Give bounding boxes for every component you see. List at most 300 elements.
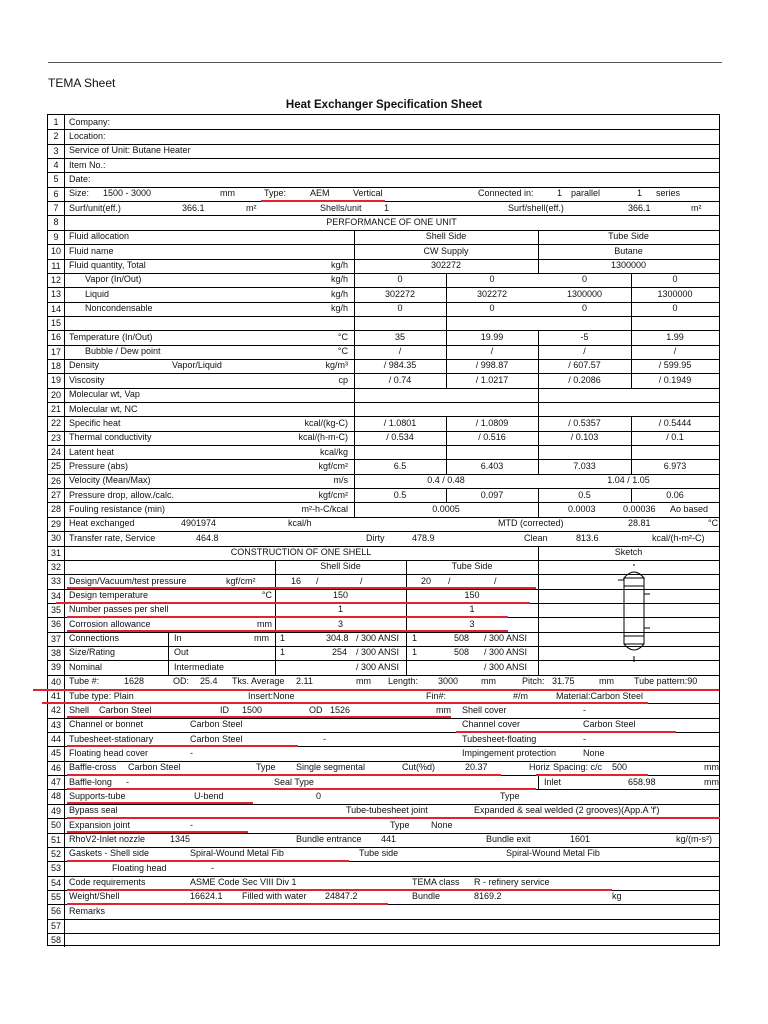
cell-text: 20 <box>421 575 432 586</box>
cell-text: 20.37 <box>465 762 488 773</box>
cell-text: Fin#: <box>426 690 447 701</box>
row-divider <box>48 129 719 130</box>
cell-text: kcal/h <box>288 518 312 529</box>
cell-text: Intermediate <box>174 661 225 672</box>
cell-text: Noncondensable <box>85 303 153 314</box>
cell-text: Weight/Shell <box>69 891 120 902</box>
cell-text: OD: <box>173 676 190 687</box>
cell-text: Vapor/Liquid <box>172 360 222 371</box>
row-number: 48 <box>50 791 61 802</box>
cell-text: mm <box>704 762 719 773</box>
highlight-underline <box>67 817 720 819</box>
cell-text: Bundle exit <box>486 834 531 844</box>
unit-label: kg/h <box>330 288 348 299</box>
cell-text: Specific heat <box>69 417 121 428</box>
cell-text: - <box>583 733 586 744</box>
cell-text: Filled with water <box>242 891 307 902</box>
cell-text: 1500 - 3000 <box>103 188 152 199</box>
cell-text: 1 <box>412 633 418 644</box>
cell-text: 0.00036 <box>623 503 656 514</box>
row-number: 34 <box>50 590 61 601</box>
cell-text: - <box>211 862 214 873</box>
cell-text: Bypass seal <box>69 805 118 816</box>
cell-text: Dirty <box>366 532 385 543</box>
cell-text: OD <box>309 704 323 715</box>
cell-text: Tube Side <box>608 231 649 242</box>
value-cell: 0 <box>397 303 403 314</box>
cell-text: kg/h <box>330 260 348 270</box>
row-number: 20 <box>50 389 61 400</box>
cell-text: Size: <box>69 188 90 199</box>
cell-text: 1628 <box>124 676 145 687</box>
unit-label: °C <box>337 331 348 342</box>
highlight-underline <box>67 716 451 718</box>
cell-text: Clean <box>524 532 548 543</box>
cell-text: 1 <box>469 604 475 615</box>
cell-text: Bundle <box>412 891 441 902</box>
row-number: 15 <box>50 317 61 328</box>
unit-label <box>248 402 348 416</box>
cell-text: Surf/unit(eff.) <box>69 202 121 213</box>
value-cell: / 1.0801 <box>383 417 417 428</box>
cell-text: Connections <box>69 633 120 644</box>
cell-text: Size/Rating <box>69 647 116 658</box>
value-cell: / 0.534 <box>386 432 414 443</box>
value-cell <box>538 387 631 401</box>
row-number: 17 <box>50 346 61 357</box>
cell-text: Carbon Steel <box>190 719 243 730</box>
cell-text: / 300 ANSI <box>356 661 400 672</box>
cell-text: Connected in: <box>478 188 534 199</box>
unit-label: kcal/(h-m-C) <box>298 432 348 443</box>
cell-text: 304.8 <box>326 633 349 644</box>
cell-text: Latent heat <box>69 446 115 457</box>
value-cell: 6.973 <box>663 460 687 471</box>
row-number: 29 <box>50 518 61 529</box>
highlight-underline <box>67 587 536 589</box>
value-cell: / 0.5357 <box>568 417 601 428</box>
cell-text: 1 <box>384 202 390 213</box>
row-number: 46 <box>50 762 61 773</box>
cell-text: ID <box>220 704 229 715</box>
cell-text: - <box>583 704 586 715</box>
cell-text: 813.6 <box>576 532 599 543</box>
row-number: 44 <box>50 734 61 745</box>
value-cell: 6.5 <box>393 460 407 471</box>
cell-text: Type: <box>264 188 287 199</box>
highlight-underline <box>67 616 508 618</box>
highlight-underline <box>67 745 298 747</box>
cell-text: Single segmental <box>296 762 366 773</box>
row-number: 33 <box>50 576 61 587</box>
cell-text: 16624.1 <box>190 891 223 902</box>
value-cell: 35 <box>394 331 405 342</box>
cell-text: Fluid name <box>69 245 114 256</box>
cell-text: series <box>656 188 681 199</box>
cell-text: Fouling resistance (min) <box>69 503 166 514</box>
cell-text: 31.75 <box>552 676 575 687</box>
unit-label: kg/h <box>330 303 348 314</box>
highlight-underline <box>33 689 719 691</box>
cell-text: Tube Side <box>451 561 493 572</box>
unit-label: kgf/cm² <box>318 460 348 471</box>
cell-text: kg <box>612 891 622 902</box>
row-number: 10 <box>50 246 61 257</box>
cell-text: TEMA class <box>412 877 460 888</box>
cell-text: Impingement protection <box>462 747 557 758</box>
value-cell <box>631 387 719 401</box>
cell-text: Date: <box>69 173 91 184</box>
cell-text: mm <box>436 704 451 715</box>
cell-text: - <box>126 776 129 787</box>
value-cell <box>354 387 446 401</box>
cell-text: None <box>431 819 453 830</box>
value-cell: / 0.103 <box>570 432 599 443</box>
cell-text: m² <box>691 202 702 213</box>
value-cell: / 1.0809 <box>475 417 509 428</box>
cell-text: Ao based <box>670 503 709 514</box>
value-cell <box>631 445 719 459</box>
cell-text: AEM <box>310 188 330 199</box>
cell-text: 464.8 <box>196 532 219 543</box>
row-number: 21 <box>50 404 61 414</box>
value-cell <box>354 445 446 459</box>
row-number: 49 <box>50 805 61 816</box>
row-divider <box>48 316 719 317</box>
value-cell: / 998.87 <box>475 360 509 371</box>
row-number: 45 <box>50 748 61 759</box>
row-number: 27 <box>50 490 61 501</box>
row-number: 24 <box>50 447 61 458</box>
cell-text: mm <box>704 776 719 787</box>
cell-text: Inlet <box>544 776 562 787</box>
cell-text: R - refinery service <box>474 877 550 888</box>
highlight-underline <box>67 831 248 833</box>
cell-text: Expanded & seal welded (2 grooves)(App.A 'f') <box>474 805 660 816</box>
value-cell: 0.097 <box>480 489 504 500</box>
cell-text: 16 <box>291 575 302 586</box>
row-number: 42 <box>50 705 61 716</box>
value-cell <box>354 402 446 416</box>
cell-text: / <box>494 575 497 586</box>
value-cell: 1300000 <box>657 288 693 299</box>
row-number: 28 <box>50 504 61 515</box>
cell-text: Thermal conductivity <box>69 432 152 443</box>
cell-text: / <box>360 575 363 586</box>
cell-text: Insert:None <box>248 690 295 701</box>
value-cell: 0 <box>672 303 678 314</box>
cell-text: Fluid allocation <box>69 231 130 242</box>
value-cell: / 984.35 <box>383 360 417 371</box>
row-number: 12 <box>50 274 61 285</box>
cell-text: Pitch: <box>522 676 545 687</box>
cell-text: Tubesheet-stationary <box>69 733 154 744</box>
cell-text: Tks. Average <box>232 676 285 687</box>
row-number: 6 <box>53 188 59 199</box>
cell-text: Spiral-Wound Metal Fib <box>190 848 284 859</box>
row-number: 25 <box>50 461 61 472</box>
row-number: 55 <box>50 891 61 902</box>
cell-text: / <box>448 575 451 586</box>
unit-label <box>248 387 348 401</box>
row-number: 36 <box>50 619 61 630</box>
row-number: 39 <box>50 662 61 673</box>
doc-title: Heat Exchanger Specification Sheet <box>285 99 483 111</box>
value-cell: 0 <box>489 303 495 314</box>
row-number: 41 <box>50 691 61 701</box>
cell-text: Density <box>69 360 100 371</box>
row-number: 22 <box>50 418 61 429</box>
cell-text: Baffle-long <box>69 776 112 787</box>
cell-text: Bubble / Dew point <box>85 346 161 357</box>
cell-text: 0.0005 <box>432 503 460 514</box>
value-cell: / 0.5444 <box>658 417 692 428</box>
cell-text: Tube #: <box>69 676 100 687</box>
cell-text: 0 <box>316 790 322 801</box>
value-cell: / 0.516 <box>478 432 506 443</box>
value-cell: 0 <box>581 303 587 314</box>
cell-text: / 300 ANSI <box>484 661 528 672</box>
highlight-underline <box>67 774 501 776</box>
value-cell: / <box>583 346 586 357</box>
row-number: 31 <box>50 547 61 558</box>
unit-label: m²-h-C/kcal <box>301 503 348 514</box>
value-cell: / 1.0217 <box>475 374 509 385</box>
cell-text: / 300 ANSI <box>484 633 528 644</box>
cell-text: Company: <box>69 116 111 127</box>
cell-text: Velocity (Mean/Max) <box>69 475 151 486</box>
value-cell: 7.033 <box>573 460 596 471</box>
cell-text: Spacing: c/c <box>553 762 603 773</box>
cell-text: Supports-tube <box>69 790 126 801</box>
value-cell: / <box>398 346 402 357</box>
cell-text: MTD (corrected) <box>498 518 564 529</box>
cell-text: Seal Type <box>274 776 314 787</box>
cell-text: m² <box>246 202 257 213</box>
row-number: 11 <box>51 260 61 271</box>
cell-text: Material:Carbon Steel <box>556 690 644 701</box>
cell-text: Cut(%d) <box>402 762 436 773</box>
cell-text: 1 <box>637 188 643 199</box>
row-number: 16 <box>50 332 61 343</box>
row-number: 3 <box>53 145 59 156</box>
row-number: 57 <box>50 920 61 931</box>
cell-text: 3 <box>337 618 343 629</box>
highlight-underline <box>67 860 349 862</box>
unit-label: kcal/(kg-C) <box>304 417 348 428</box>
cell-text: Pressure (abs) <box>69 460 129 471</box>
row-number: 2 <box>53 131 59 142</box>
value-cell: 6.403 <box>480 460 504 471</box>
row-number: 7 <box>53 203 59 214</box>
cell-text: 1 <box>557 188 563 199</box>
value-cell: -5 <box>580 331 589 342</box>
row-number: 30 <box>50 533 61 544</box>
cell-text: Type <box>500 790 520 801</box>
highlight-underline <box>67 788 536 790</box>
row-number: 23 <box>50 432 61 443</box>
row-number: 52 <box>50 848 61 859</box>
value-cell: / <box>673 346 677 357</box>
cell-text: mm <box>599 676 614 687</box>
cell-text: - <box>190 747 193 758</box>
row-number: 9 <box>53 231 59 242</box>
cell-text: 28.81 <box>628 518 651 529</box>
cell-text: kgf/cm² <box>226 575 256 586</box>
cell-text: Shell cover <box>462 704 507 715</box>
cell-text: Expansion joint <box>69 819 131 830</box>
cell-text: Gaskets - Shell side <box>69 848 150 859</box>
value-cell: 19.99 <box>480 331 504 342</box>
highlight-underline <box>67 903 388 905</box>
cell-text: #/m <box>513 690 529 701</box>
cell-text: Temperature (In/Out) <box>69 331 153 342</box>
cell-text: 3000 <box>438 676 459 687</box>
cell-text: 441 <box>381 834 397 844</box>
value-cell <box>631 402 719 416</box>
cell-text: / 300 ANSI <box>356 633 400 644</box>
value-cell: 1.99 <box>666 331 684 342</box>
cell-text: Floating head cover <box>69 747 149 758</box>
cell-text: CONSTRUCTION OF ONE SHELL <box>230 547 372 557</box>
cell-text: 0.4 / 0.48 <box>427 475 465 486</box>
unit-label: cp <box>338 374 348 385</box>
unit-label: kgf/cm² <box>318 489 348 500</box>
cell-text: °C <box>261 590 272 601</box>
value-cell <box>446 387 538 401</box>
value-cell: / 0.74 <box>388 374 412 385</box>
value-cell: / 0.1949 <box>658 374 692 385</box>
cell-text: 658.98 <box>628 776 656 787</box>
cell-text: In <box>174 633 182 644</box>
cell-text: Carbon Steel <box>583 719 636 730</box>
cell-text: Molecular wt, NC <box>69 403 138 414</box>
row-number: 4 <box>53 160 59 171</box>
row-number: 40 <box>50 676 61 687</box>
unit-label: °C <box>337 346 348 357</box>
cell-text: Heat exchanged <box>69 518 135 529</box>
cell-text: Design temperature <box>69 590 149 601</box>
cell-text: Liquid <box>85 288 110 299</box>
value-cell: 0.5 <box>578 489 591 500</box>
cell-text: Nominal <box>69 661 103 672</box>
row-divider <box>48 675 719 676</box>
row-divider <box>48 919 719 920</box>
cell-text: ASME Code Sec VIII Div 1 <box>190 877 297 888</box>
cell-text: Spiral-Wound Metal Fib <box>506 848 600 859</box>
cell-text: mm <box>481 676 496 687</box>
cell-text: Out <box>174 647 189 658</box>
value-cell: / <box>490 346 494 357</box>
value-cell: 0 <box>672 274 678 285</box>
cell-text: 1345 <box>170 834 191 844</box>
cell-text: 1.04 / 1.05 <box>607 475 650 486</box>
cell-text: 1500 <box>242 704 263 715</box>
value-cell: 0 <box>489 274 495 285</box>
cell-text: Service of Unit: Butane Heater <box>69 145 191 156</box>
cell-text: Channel or bonnet <box>69 719 144 730</box>
value-cell: 1300000 <box>566 288 603 299</box>
cell-text: Design/Vacuum/test pressure <box>69 575 187 586</box>
row-number: 56 <box>50 906 61 917</box>
cell-text: 2.11 <box>296 676 313 687</box>
value-cell <box>446 445 538 459</box>
row-number: 5 <box>53 174 59 185</box>
cell-text: Tube side <box>359 848 399 859</box>
column-divider <box>64 115 65 947</box>
row-number: 18 <box>50 360 61 371</box>
cell-text: Corrosion allowance <box>69 618 151 629</box>
cell-text: 4901974 <box>181 518 217 529</box>
cell-text: Viscosity <box>69 374 105 385</box>
cell-text: Horiz <box>529 762 551 773</box>
cell-text: 1526 <box>330 704 351 715</box>
highlight-underline <box>536 774 648 776</box>
cell-text: 24847.2 <box>325 891 358 902</box>
value-cell: / 607.57 <box>568 360 601 371</box>
cell-text: Fluid quantity, Total <box>69 260 146 270</box>
cell-text: Type <box>390 819 410 830</box>
highlight-underline <box>67 802 253 804</box>
cell-text: Tube pattern:90 <box>634 676 698 687</box>
row-number: 35 <box>50 604 61 615</box>
cell-text: / 300 ANSI <box>356 647 400 658</box>
cell-text: Bundle entrance <box>296 834 362 844</box>
cell-text: Item No.: <box>69 159 106 170</box>
row-number: 13 <box>50 289 61 300</box>
row-divider <box>48 158 719 159</box>
cell-text: 1601 <box>570 834 591 844</box>
column-divider <box>275 632 276 675</box>
cell-text: - <box>190 819 193 830</box>
cell-text: Remarks <box>69 905 106 916</box>
cell-text: PERFORMANCE OF ONE UNIT <box>326 216 457 227</box>
column-divider <box>538 546 539 675</box>
cell-text: 1 <box>280 633 286 644</box>
cell-text: - <box>323 733 326 744</box>
doc-label: TEMA Sheet <box>48 76 116 90</box>
cell-text: Carbon Steel <box>99 704 152 715</box>
top-rule <box>48 62 722 63</box>
row-number: 19 <box>50 375 61 386</box>
column-divider <box>538 775 539 789</box>
cell-text: Baffle-cross <box>69 762 117 773</box>
row-number: 51 <box>50 834 61 845</box>
row-number: 43 <box>50 719 61 730</box>
cell-text: Sketch <box>614 547 643 557</box>
cell-text: Shell Side <box>425 231 467 242</box>
cell-text: kg/(m-s²) <box>676 834 712 844</box>
row-number: 8 <box>53 217 59 228</box>
value-cell: / 0.2086 <box>568 374 601 385</box>
cell-text: parallel <box>571 188 601 199</box>
row-number: 1 <box>53 117 59 127</box>
cell-text: Surf/shell(eff.) <box>508 202 564 213</box>
cell-text: Code requirements <box>69 877 146 888</box>
cell-text: None <box>583 747 605 758</box>
highlight-underline <box>42 702 648 704</box>
cell-text: 1 <box>337 604 343 615</box>
cell-text: 478.9 <box>412 532 435 543</box>
cell-text: Channel cover <box>462 719 521 730</box>
cell-text: 25.4 <box>200 676 218 687</box>
row-number: 54 <box>50 877 61 888</box>
cell-text: Shell <box>69 704 90 715</box>
spec-sheet <box>47 114 720 946</box>
cell-text: 8169.2 <box>474 891 502 902</box>
row-number: 37 <box>50 633 61 644</box>
row-number: 53 <box>50 863 61 874</box>
